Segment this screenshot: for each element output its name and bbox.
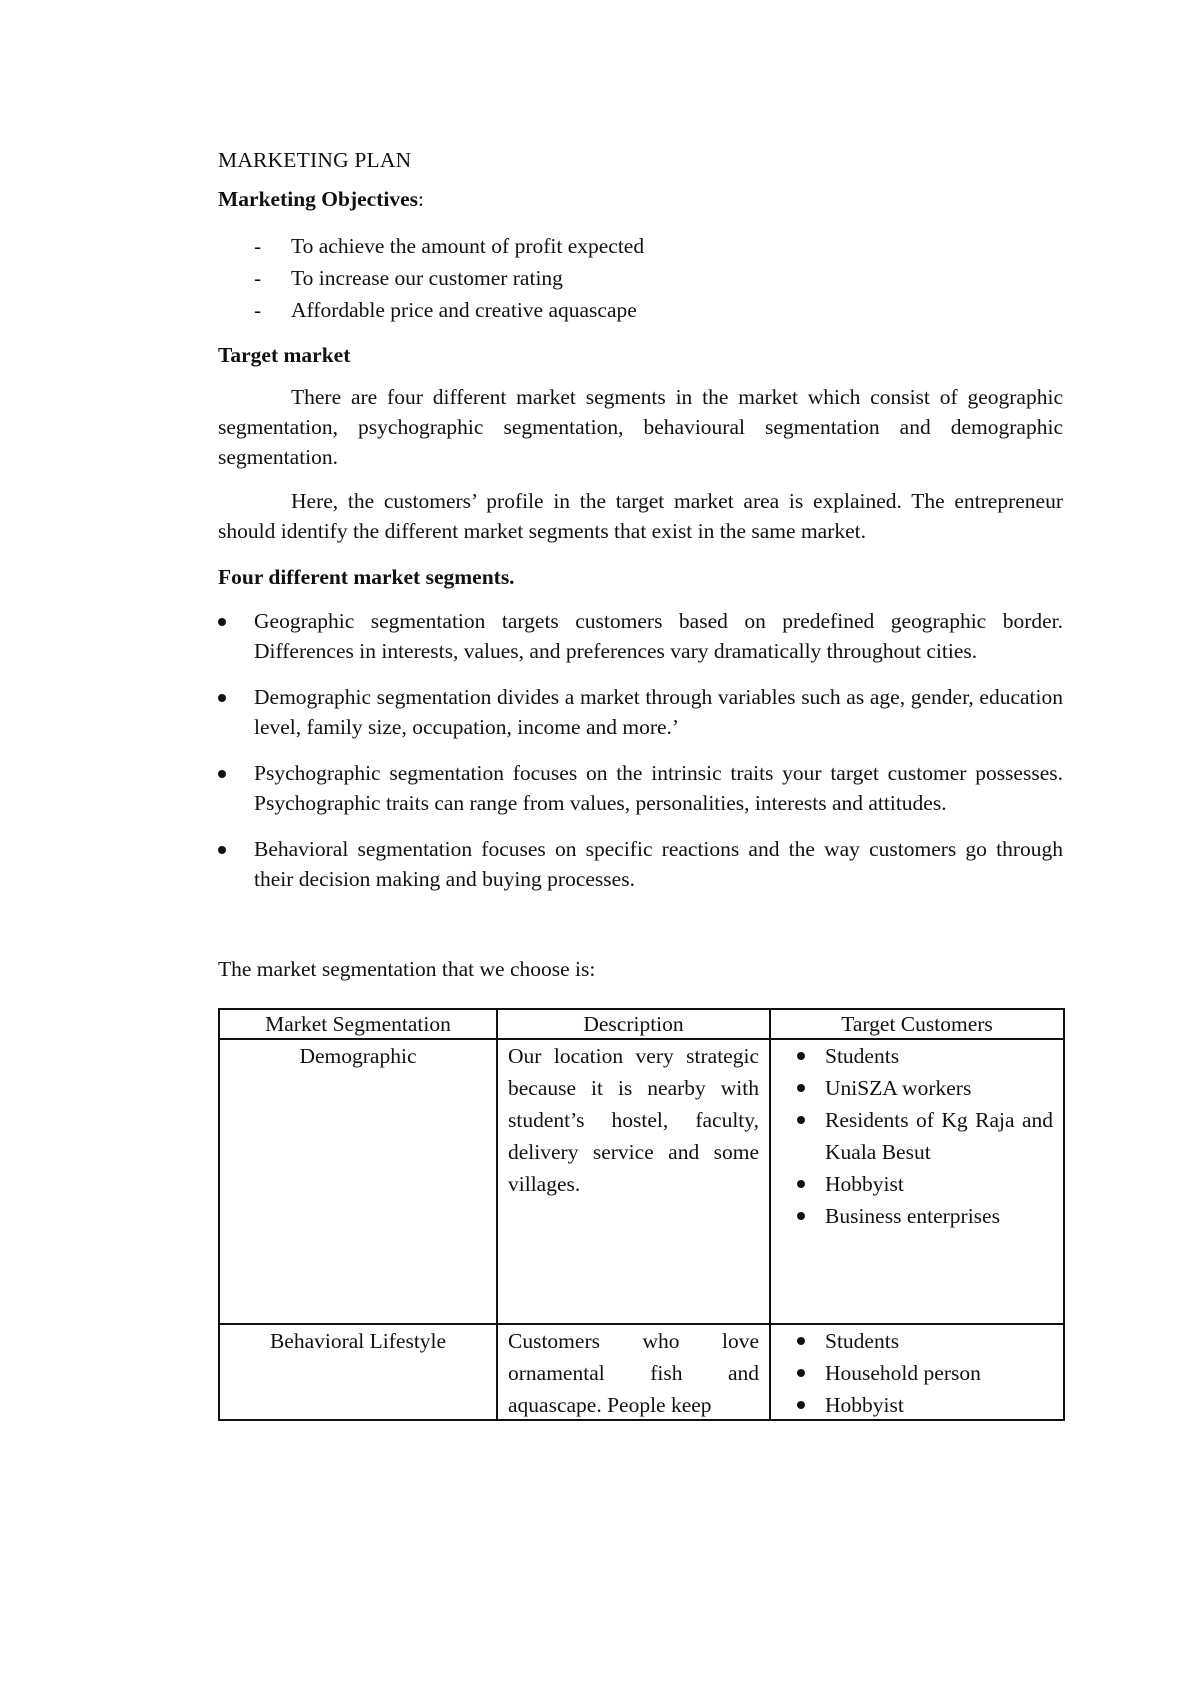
customer-text: Business enterprises <box>825 1204 1000 1228</box>
objective-text: To achieve the amount of profit expected <box>291 234 645 258</box>
target-market-heading: Target market <box>218 343 351 367</box>
bullet-icon <box>218 770 226 778</box>
segment-text: Geographic segmentation targets customers based on predefined geographic border. Differences in interests, values, and preferences vary dramatically throughout cities. <box>254 609 1063 663</box>
objective-item <box>218 294 1063 326</box>
customer-item <box>781 1325 1053 1357</box>
dash-bullet: - <box>254 266 262 290</box>
page-title: MARKETING PLAN <box>218 148 412 172</box>
bullet-icon <box>797 1369 805 1377</box>
segment-item <box>218 834 1063 894</box>
description-cell: Our location very strategic because it is nearby with student’s hostel, faculty, delivery service and some villages. <box>497 1039 770 1324</box>
segment-name-cell: Demographic <box>219 1039 497 1324</box>
customer-item <box>781 1040 1053 1072</box>
bullet-icon <box>797 1180 805 1188</box>
bullet-icon <box>797 1212 805 1220</box>
customer-item <box>781 1168 1053 1200</box>
table-header-cell: Market Segmentation <box>219 1009 497 1039</box>
target-customers-cell <box>770 1324 1064 1420</box>
customer-item <box>781 1200 1053 1232</box>
objective-item <box>218 230 1063 262</box>
bullet-icon <box>797 1401 805 1409</box>
marketing-objectives-colon: : <box>418 187 425 211</box>
segment-text: Demographic segmentation divides a market through variables such as age, gender, education level, family size, occupation, income and more.’ <box>254 685 1063 739</box>
customer-text: Hobbyist <box>825 1393 904 1417</box>
customer-item <box>781 1389 1053 1419</box>
objective-item <box>218 262 1063 294</box>
bullet-icon <box>218 846 226 854</box>
target-customers-cell <box>770 1039 1064 1324</box>
bullet-icon <box>797 1084 805 1092</box>
segment-name-text: Behavioral Lifestyle <box>269 1329 447 1353</box>
target-customers-clip <box>781 1325 1053 1419</box>
segment-text: Behavioral segmentation focuses on specific reactions and the way customers go through their decision making and buying processes. <box>254 837 1063 891</box>
customer-item <box>781 1072 1053 1104</box>
objective-text: To increase our customer rating <box>291 266 563 290</box>
customer-text: Students <box>825 1044 900 1068</box>
segmentation-choice-text: The market segmentation that we choose is: <box>218 957 596 981</box>
bullet-icon <box>797 1116 805 1124</box>
target-customers-list <box>781 1040 1053 1232</box>
target-customers-list <box>781 1325 1053 1419</box>
bullet-icon <box>797 1052 805 1060</box>
customer-item <box>781 1104 1053 1168</box>
segment-item <box>218 606 1063 666</box>
market-segments-list <box>218 606 1063 894</box>
table-header-cell: Target Customers <box>770 1009 1064 1039</box>
table-header-cell: Description <box>497 1009 770 1039</box>
customer-text: UniSZA workers <box>825 1076 972 1100</box>
customer-text: Household person <box>825 1361 981 1385</box>
segment-text: Psychographic segmentation focuses on the intrinsic traits your target customer possesses. Psychographic traits can range from values, personalities, interests and attitudes. <box>254 761 1063 815</box>
description-text: Customers who love ornamental fish and aquascape. People keep <box>508 1329 759 1417</box>
marketing-objectives-heading <box>218 184 1063 214</box>
bullet-icon <box>797 1337 805 1345</box>
marketing-objectives-heading-text: Marketing Objectives <box>218 187 419 211</box>
description-cell <box>497 1324 770 1420</box>
document-page <box>218 140 1063 1421</box>
market-segments-heading: Four different market segments. <box>218 565 515 589</box>
target-market-paragraph: There are four different market segments in the market which consist of geographic segmentation, psychographic segmentation, behavioural segmentation and demographic segmentation. <box>218 385 1063 469</box>
customer-item <box>781 1357 1053 1389</box>
customer-text: Hobbyist <box>825 1172 904 1196</box>
bullet-icon <box>218 694 226 702</box>
segment-item <box>218 758 1063 818</box>
dash-bullet: - <box>254 298 262 322</box>
table-header-row <box>219 1009 1064 1039</box>
table-row <box>219 1324 1064 1420</box>
objective-text: Affordable price and creative aquascape <box>291 298 637 322</box>
customer-text: Students <box>825 1329 900 1353</box>
bullet-icon <box>218 618 226 626</box>
objectives-list <box>218 230 1063 326</box>
segment-item <box>218 682 1063 742</box>
segment-name-cell <box>219 1324 497 1420</box>
customer-text: Residents of Kg Raja and Kuala Besut <box>825 1108 1053 1164</box>
dash-bullet: - <box>254 234 262 258</box>
table-row <box>219 1039 1064 1324</box>
segmentation-table <box>218 1008 1065 1421</box>
target-market-paragraph: Here, the customers’ profile in the target market area is explained. The entrepreneur should identify the different market segments that exist in the same market. <box>218 489 1063 543</box>
